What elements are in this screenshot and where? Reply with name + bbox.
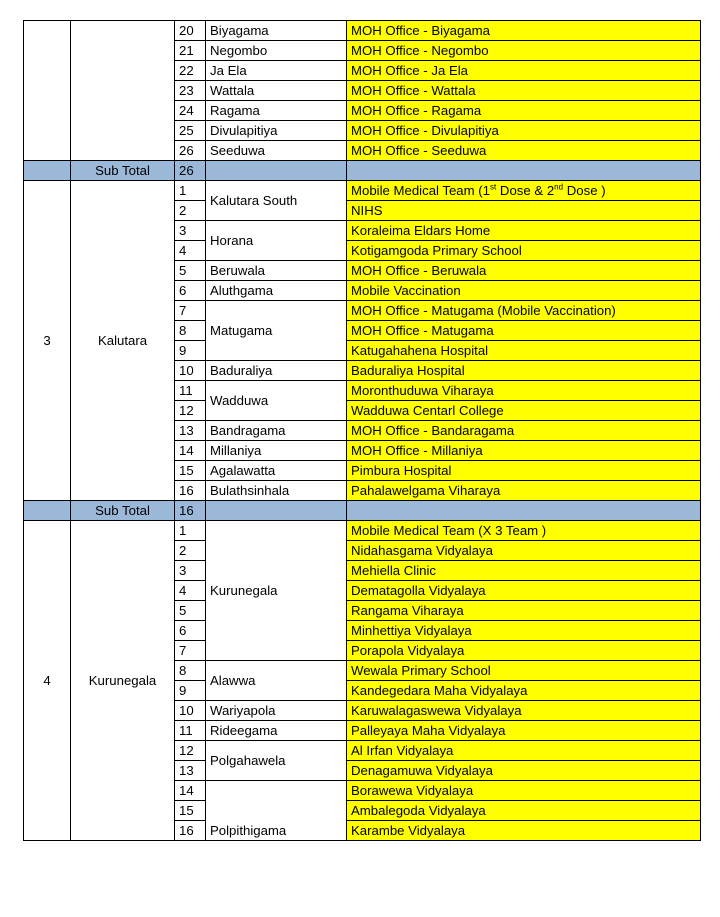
table-row — [24, 181, 701, 201]
row-number: 26 — [175, 141, 206, 161]
vaccination-center: Karuwalagaswewa Vidyalaya — [347, 701, 701, 721]
vaccination-center: Ambalegoda Vidyalaya — [347, 801, 701, 821]
row-number: 25 — [175, 121, 206, 141]
subtotal-row — [24, 161, 701, 181]
table-row — [24, 521, 701, 541]
moh-area: Ragama — [206, 101, 347, 121]
subtotal-blank — [206, 501, 347, 521]
vaccination-center: NIHS — [347, 201, 701, 221]
moh-area: Wariyapola — [206, 701, 347, 721]
vaccination-center: Katugahahena Hospital — [347, 341, 701, 361]
row-number: 7 — [175, 301, 206, 321]
vaccination-center: Wadduwa Centarl College — [347, 401, 701, 421]
district-name: Kalutara — [71, 181, 175, 501]
vaccination-center: MOH Office - Ragama — [347, 101, 701, 121]
vaccination-center: Dematagolla Vidyalaya — [347, 581, 701, 601]
subtotal-value: 16 — [175, 501, 206, 521]
vaccination-center: MOH Office - Divulapitiya — [347, 121, 701, 141]
vaccination-center: Koraleima Eldars Home — [347, 221, 701, 241]
district-name-cell — [71, 21, 175, 161]
vaccination-center: MOH Office - Matugama (Mobile Vaccination) — [347, 301, 701, 321]
moh-area: Beruwala — [206, 261, 347, 281]
moh-area: Negombo — [206, 41, 347, 61]
vaccination-center: MOH Office - Biyagama — [347, 21, 701, 41]
row-number: 10 — [175, 701, 206, 721]
vaccination-center: MOH Office - Negombo — [347, 41, 701, 61]
district-index: 3 — [24, 181, 71, 501]
row-number: 9 — [175, 341, 206, 361]
row-number: 14 — [175, 781, 206, 801]
vaccination-center: Mobile Medical Team (1st Dose & 2nd Dose ) — [347, 181, 701, 201]
moh-area: Wadduwa — [206, 381, 347, 421]
subtotal-row — [24, 501, 701, 521]
row-number: 6 — [175, 281, 206, 301]
moh-area: Aluthgama — [206, 281, 347, 301]
moh-area: Ja Ela — [206, 61, 347, 81]
subtotal-value: 26 — [175, 161, 206, 181]
moh-area: Biyagama — [206, 21, 347, 41]
moh-area: Polpithigama — [206, 781, 347, 841]
row-number: 2 — [175, 201, 206, 221]
subtotal-blank — [347, 501, 701, 521]
subtotal-blank — [24, 161, 71, 181]
moh-area: Bulathsinhala — [206, 481, 347, 501]
row-number: 1 — [175, 181, 206, 201]
moh-area: Horana — [206, 221, 347, 261]
table-row — [24, 21, 701, 41]
vaccination-center: MOH Office - Bandaragama — [347, 421, 701, 441]
row-number: 14 — [175, 441, 206, 461]
vaccination-center: Minhettiya Vidyalaya — [347, 621, 701, 641]
subtotal-blank — [206, 161, 347, 181]
moh-area: Rideegama — [206, 721, 347, 741]
vaccination-center: Mehiella Clinic — [347, 561, 701, 581]
row-number: 23 — [175, 81, 206, 101]
row-number: 12 — [175, 401, 206, 421]
vaccination-center: MOH Office - Seeduwa — [347, 141, 701, 161]
vaccination-center: Rangama Viharaya — [347, 601, 701, 621]
vaccination-center: Porapola Vidyalaya — [347, 641, 701, 661]
vaccination-center: Mobile Medical Team (X 3 Team ) — [347, 521, 701, 541]
district-index: 4 — [24, 521, 71, 841]
vaccination-center: MOH Office - Beruwala — [347, 261, 701, 281]
vaccination-center: MOH Office - Wattala — [347, 81, 701, 101]
moh-area: Polgahawela — [206, 741, 347, 781]
row-number: 21 — [175, 41, 206, 61]
row-number: 5 — [175, 601, 206, 621]
row-number: 2 — [175, 541, 206, 561]
subtotal-label: Sub Total — [71, 161, 175, 181]
row-number: 4 — [175, 581, 206, 601]
row-number: 7 — [175, 641, 206, 661]
vaccination-centers-table — [23, 20, 701, 841]
moh-area: Kurunegala — [206, 521, 347, 661]
moh-area: Seeduwa — [206, 141, 347, 161]
moh-area: Millaniya — [206, 441, 347, 461]
vaccination-center: Al Irfan Vidyalaya — [347, 741, 701, 761]
row-number: 24 — [175, 101, 206, 121]
row-number: 22 — [175, 61, 206, 81]
row-number: 3 — [175, 561, 206, 581]
vaccination-center: Borawewa Vidyalaya — [347, 781, 701, 801]
moh-area: Alawwa — [206, 661, 347, 701]
row-number: 11 — [175, 381, 206, 401]
vaccination-center: Denagamuwa Vidyalaya — [347, 761, 701, 781]
row-number: 13 — [175, 761, 206, 781]
row-number: 5 — [175, 261, 206, 281]
vaccination-center: Karambe Vidyalaya — [347, 821, 701, 841]
row-number: 6 — [175, 621, 206, 641]
vaccination-center: MOH Office - Matugama — [347, 321, 701, 341]
vaccination-center: Kotigamgoda Primary School — [347, 241, 701, 261]
moh-area: Baduraliya — [206, 361, 347, 381]
vaccination-center: Nidahasgama Vidyalaya — [347, 541, 701, 561]
vaccination-center: Palleyaya Maha Vidyalaya — [347, 721, 701, 741]
vaccination-center: Pimbura Hospital — [347, 461, 701, 481]
vaccination-center: Moronthuduwa Viharaya — [347, 381, 701, 401]
moh-area: Wattala — [206, 81, 347, 101]
vaccination-center: Wewala Primary School — [347, 661, 701, 681]
vaccination-center: MOH Office - Millaniya — [347, 441, 701, 461]
vaccination-center: Pahalawelgama Viharaya — [347, 481, 701, 501]
subtotal-blank — [347, 161, 701, 181]
moh-area: Kalutara South — [206, 181, 347, 221]
vaccination-center: MOH Office - Ja Ela — [347, 61, 701, 81]
subtotal-blank — [24, 501, 71, 521]
row-number: 16 — [175, 821, 206, 841]
row-number: 15 — [175, 801, 206, 821]
row-number: 9 — [175, 681, 206, 701]
row-number: 3 — [175, 221, 206, 241]
subtotal-label: Sub Total — [71, 501, 175, 521]
row-number: 13 — [175, 421, 206, 441]
row-number: 12 — [175, 741, 206, 761]
moh-area: Matugama — [206, 301, 347, 361]
vaccination-center: Kandegedara Maha Vidyalaya — [347, 681, 701, 701]
moh-area: Bandragama — [206, 421, 347, 441]
row-number: 16 — [175, 481, 206, 501]
row-number: 8 — [175, 321, 206, 341]
district-name: Kurunegala — [71, 521, 175, 841]
moh-area: Agalawatta — [206, 461, 347, 481]
moh-area: Divulapitiya — [206, 121, 347, 141]
row-number: 15 — [175, 461, 206, 481]
row-number: 10 — [175, 361, 206, 381]
vaccination-center: Baduraliya Hospital — [347, 361, 701, 381]
row-number: 8 — [175, 661, 206, 681]
row-number: 11 — [175, 721, 206, 741]
row-number: 20 — [175, 21, 206, 41]
row-number: 1 — [175, 521, 206, 541]
vaccination-center: Mobile Vaccination — [347, 281, 701, 301]
row-number: 4 — [175, 241, 206, 261]
district-index-cell — [24, 21, 71, 161]
